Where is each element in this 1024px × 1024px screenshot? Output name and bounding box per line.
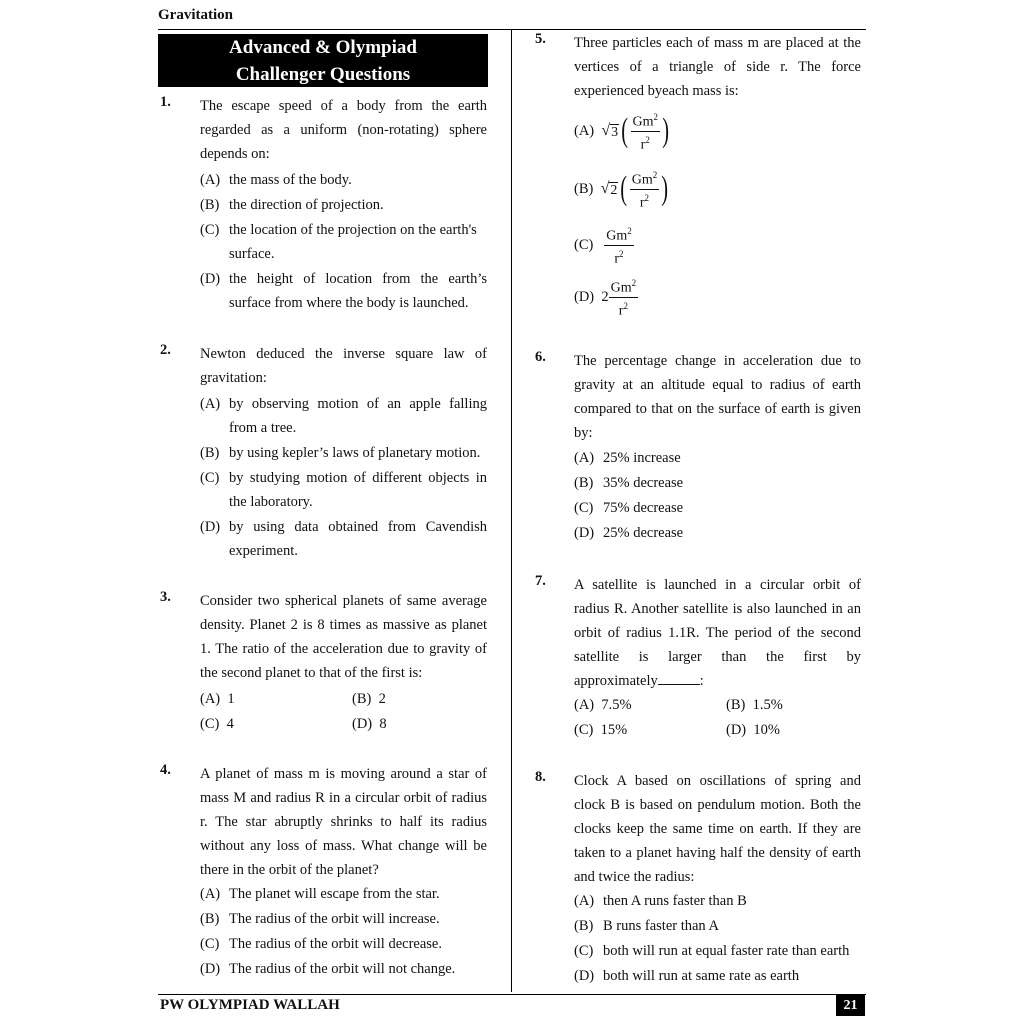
fraction: $\frac{Gm^2}{r^2}$ <box>604 223 634 267</box>
question-text <box>200 762 487 882</box>
option-text: 10% <box>753 722 780 738</box>
option-a[interactable] <box>200 168 487 192</box>
option-label: (C) <box>574 943 594 959</box>
option-a[interactable] <box>574 446 861 470</box>
options <box>200 392 487 563</box>
option-c[interactable] <box>574 939 861 963</box>
option-a[interactable]: (A) √ 3 ( $\frac{Gm^2}{r^2}$ ) <box>574 107 671 155</box>
option-label: (B) <box>574 918 594 934</box>
fraction: $\frac{Gm^2}{r^2}$ <box>630 167 660 211</box>
options <box>200 687 487 737</box>
text-line: clock B is based on pendulum motion. Both the <box>574 797 861 813</box>
text-line: 1. The ratio of the acceleration due to gravity of <box>200 641 487 657</box>
option-c[interactable] <box>200 932 487 956</box>
option-label: (B) <box>352 691 372 707</box>
sqrt-expression: √ 2 <box>600 179 618 198</box>
option-text: 25% increase <box>603 450 681 466</box>
question-number: 8. <box>535 769 546 785</box>
text-line: approximately : <box>574 673 704 689</box>
options <box>574 889 861 988</box>
option-d[interactable] <box>200 267 487 315</box>
option-label: (D) <box>574 968 595 984</box>
chapter-title: Gravitation <box>158 7 233 23</box>
option-label: (A) <box>574 893 595 909</box>
section-banner <box>158 34 488 87</box>
option-label: (A) <box>200 691 221 707</box>
option-text: The radius of the orbit will not change. <box>229 961 456 977</box>
options <box>574 446 861 545</box>
options <box>574 693 861 743</box>
question-text <box>200 94 487 166</box>
option-text: 1.5% <box>752 697 783 713</box>
option-label: (C) <box>574 500 594 516</box>
option-label: (D) <box>200 961 221 977</box>
option-label: (C) <box>200 470 220 486</box>
question-number: 1. <box>160 94 171 110</box>
option-label: (C) <box>200 222 220 238</box>
option-c[interactable] <box>574 221 634 269</box>
option-label: (D) <box>200 271 221 287</box>
answer-blank <box>658 672 700 685</box>
text-line: Three particles each of mass m are placed at the <box>574 35 861 51</box>
option-d[interactable] <box>574 964 861 988</box>
option-text: The radius of the orbit will decrease. <box>229 936 442 952</box>
text-line: depends on: <box>200 146 270 162</box>
option-label: (C) <box>200 936 220 952</box>
text-line: Consider two spherical planets of same average <box>200 593 487 609</box>
option-c[interactable] <box>200 466 487 514</box>
option-b[interactable]: (B) √ 2 ( $\frac{Gm^2}{r^2}$ ) <box>574 165 671 213</box>
sqrt-expression: √ 3 <box>601 121 619 140</box>
text-line: A planet of mass m is moving around a star of <box>200 766 487 782</box>
option-text: by observing motion of an apple falling from a tree. <box>229 396 487 436</box>
text-line: clocks keep the same time on earth. If they are <box>574 821 861 837</box>
option-b[interactable] <box>200 193 487 217</box>
question-number: 6. <box>535 349 546 365</box>
option-text: 7.5% <box>601 697 632 713</box>
option-label: (A) <box>200 886 221 902</box>
option-c[interactable] <box>200 218 487 266</box>
option-c[interactable] <box>574 718 627 742</box>
question-number: 3. <box>160 589 171 605</box>
option-b[interactable] <box>200 907 487 931</box>
option-text: both will run at equal faster rate than earth <box>603 943 850 959</box>
option-d[interactable] <box>574 521 861 545</box>
option-text: 8 <box>379 716 387 732</box>
text-line: gravitation: <box>200 370 267 386</box>
question-number: 2. <box>160 342 171 358</box>
option-d[interactable] <box>200 957 487 981</box>
option-label: (A) <box>574 697 595 713</box>
text-line: r. The star abruptly shrinks to half its radius <box>200 814 487 830</box>
option-label: (B) <box>200 197 220 213</box>
question-text <box>574 573 861 693</box>
text-line: Clock A based on oscillations of spring and <box>574 773 861 789</box>
option-text: 75% decrease <box>603 500 684 516</box>
option-text: by studying motion of different objects in the laboratory. <box>229 470 487 510</box>
question-text <box>574 769 861 889</box>
text-line: satellite is larger than the first by <box>574 649 861 665</box>
question-text <box>200 342 487 390</box>
banner-line-1: Advanced & Olympiad <box>229 37 417 58</box>
text-line: experienced byeach mass is: <box>574 83 739 99</box>
option-label: (D) <box>574 525 595 541</box>
text-line: density. Planet 2 is 8 times as massive as planet <box>200 617 487 633</box>
option-b[interactable] <box>574 914 861 938</box>
option-text: 4 <box>226 716 234 732</box>
option-label: (C) <box>200 716 220 732</box>
option-c[interactable] <box>574 496 861 520</box>
options <box>200 168 487 315</box>
text-line: regarded as a uniform (non-rotating) sphere <box>200 122 487 138</box>
text-line: The escape speed of a body from the earth <box>200 98 487 114</box>
option-label: (B) <box>574 180 594 197</box>
option-text: by using kepler’s laws of planetary motion. <box>229 445 481 461</box>
option-text: the direction of projection. <box>229 197 384 213</box>
option-d[interactable] <box>352 712 387 736</box>
text-line: A satellite is launched in a circular orbit of <box>574 577 861 593</box>
option-b[interactable] <box>200 441 487 465</box>
option-label: (B) <box>726 697 746 713</box>
text-line: taken to a planet having half the density of earth <box>574 845 861 861</box>
text-line: by: <box>574 425 593 441</box>
option-d[interactable] <box>726 718 780 742</box>
text-line: vertices of a triangle of side r. The force <box>574 59 861 75</box>
option-text: the location of the projection on the earth's surface. <box>229 222 477 262</box>
option-label: (B) <box>574 475 594 491</box>
text-line: orbit of radius 1.1R. The period of the second <box>574 625 861 641</box>
coefficient: 2 <box>601 288 609 305</box>
text-line: mass M and radius R in a circular orbit of radius <box>200 790 487 806</box>
text-line: the second planet to that of the first is: <box>200 665 423 681</box>
question-text <box>200 589 487 685</box>
option-label: (A) <box>574 122 595 139</box>
option-text: both will run at same rate as earth <box>603 968 800 984</box>
option-d[interactable] <box>200 515 487 563</box>
footer-rule <box>158 994 866 995</box>
option-text: by using data obtained from Cavendish experiment. <box>229 519 487 559</box>
option-a[interactable] <box>200 392 487 440</box>
option-b[interactable] <box>574 471 861 495</box>
text-line: radius R. Another satellite is also launched in an <box>574 601 861 617</box>
fraction: $\frac{Gm^2}{r^2}$ <box>631 109 661 153</box>
banner-line-2: Challenger Questions <box>235 64 411 85</box>
option-label: (A) <box>200 396 221 412</box>
option-label: (D) <box>352 716 373 732</box>
option-text: The planet will escape from the star. <box>229 886 440 902</box>
text-line: there in the orbit of the planet? <box>200 862 379 878</box>
option-b[interactable] <box>726 693 783 717</box>
option-text: B runs faster than A <box>603 918 719 934</box>
option-label: (C) <box>574 722 594 738</box>
footer-brand: PW OLYMPIAD WALLAH <box>160 997 340 1013</box>
option-text: the height of location from the earth’s surface from where the body is launched. <box>229 271 487 311</box>
fraction: $\frac{Gm^2}{r^2}$ <box>609 275 639 319</box>
option-a[interactable] <box>200 687 235 711</box>
text-line: gravity at an altitude equal to radius of earth <box>574 377 861 393</box>
option-c[interactable] <box>200 712 234 736</box>
option-text: 25% decrease <box>603 525 684 541</box>
option-a[interactable] <box>574 889 861 913</box>
option-a[interactable] <box>200 882 487 906</box>
option-text: the mass of the body. <box>229 172 352 188</box>
option-a[interactable] <box>574 693 632 717</box>
option-label: (D) <box>200 519 221 535</box>
options <box>200 882 487 981</box>
text-line: without any loss of mass. What change will be <box>200 838 487 854</box>
option-text: 1 <box>227 691 235 707</box>
text-line: Newton deduced the inverse square law of <box>200 346 487 362</box>
option-label: (B) <box>200 911 220 927</box>
question-number: 4. <box>160 762 171 778</box>
question-text <box>574 31 861 103</box>
option-label: (A) <box>574 450 595 466</box>
option-b[interactable] <box>352 687 386 711</box>
question-text <box>574 349 861 445</box>
option-d[interactable] <box>574 273 638 321</box>
text-line: and twice the radius: <box>574 869 695 885</box>
question-number: 7. <box>535 573 546 589</box>
text-line: The percentage change in acceleration due to <box>574 353 861 369</box>
option-label: (C) <box>574 236 594 253</box>
option-text: then A runs faster than B <box>603 893 747 909</box>
option-text: The radius of the orbit will increase. <box>229 911 440 927</box>
option-text: 15% <box>600 722 628 738</box>
column-divider <box>511 30 512 992</box>
header-rule <box>158 29 866 30</box>
option-label: (B) <box>200 445 220 461</box>
question-number: 5. <box>535 31 546 47</box>
option-label: (A) <box>200 172 221 188</box>
text-line: compared to that on the surface of earth is given <box>574 401 861 417</box>
option-label: (D) <box>726 722 747 738</box>
option-text: 2 <box>378 691 386 707</box>
option-text: 35% decrease <box>603 475 684 491</box>
page-number: 21 <box>836 995 865 1016</box>
option-label: (D) <box>574 288 595 305</box>
